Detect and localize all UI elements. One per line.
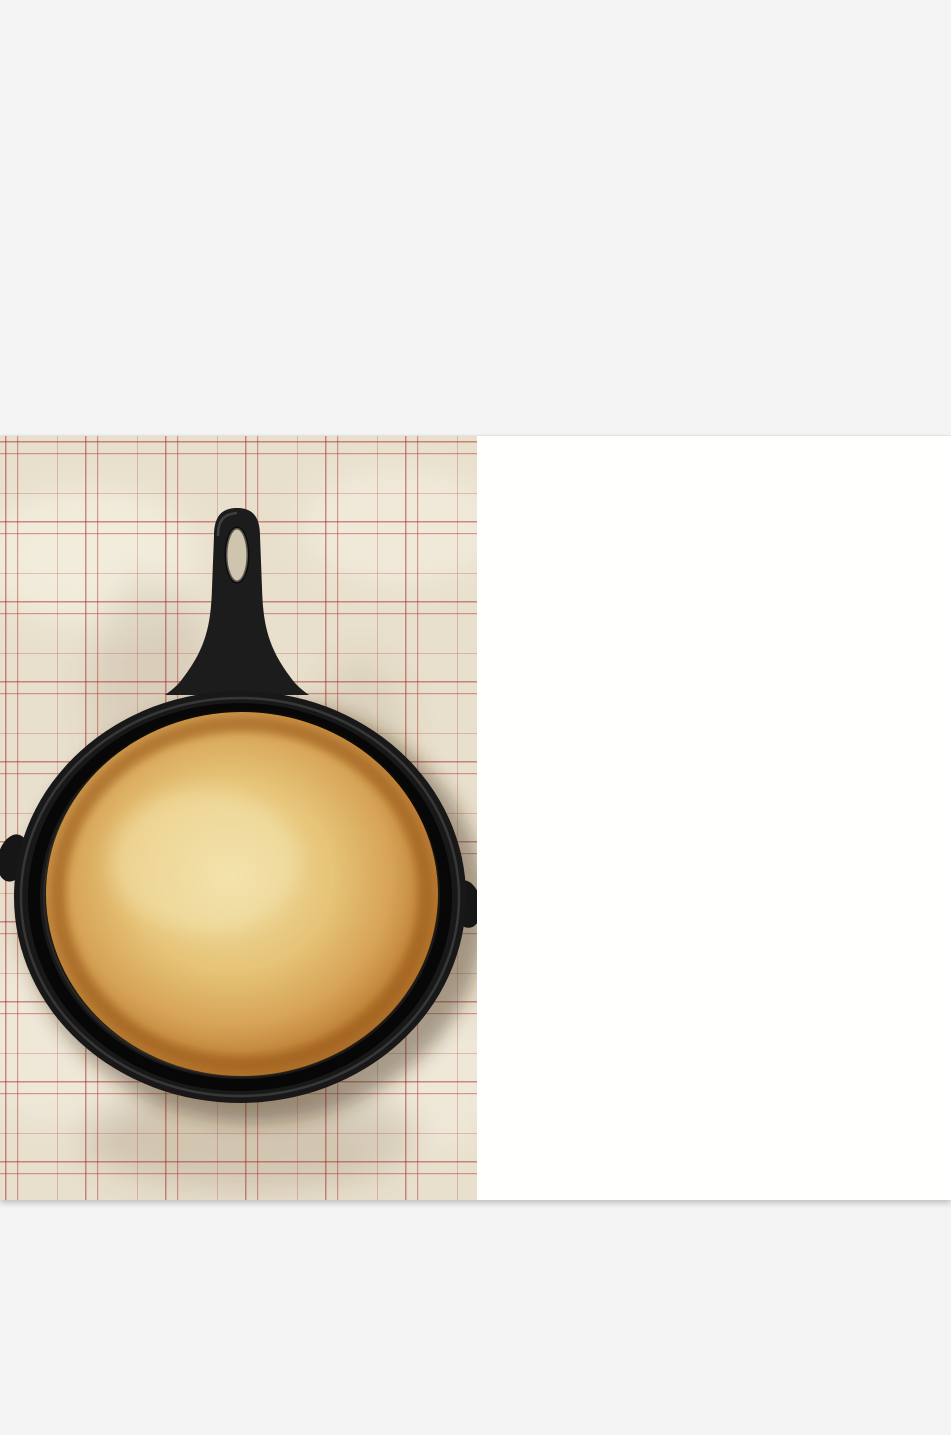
open-cookbook-spread (0, 436, 951, 1200)
method-steps (549, 962, 889, 968)
recipe-page (477, 436, 951, 1200)
frittata-photo-page (0, 436, 477, 1200)
frittata-cream-patch (110, 789, 300, 933)
ingredients-column-2 (673, 799, 777, 804)
ingredients-column-3 (790, 799, 900, 804)
ingredients-list (549, 799, 900, 804)
frittata-photo (0, 436, 477, 1200)
frittata (46, 712, 438, 1076)
ingredients-column-1 (549, 799, 660, 804)
